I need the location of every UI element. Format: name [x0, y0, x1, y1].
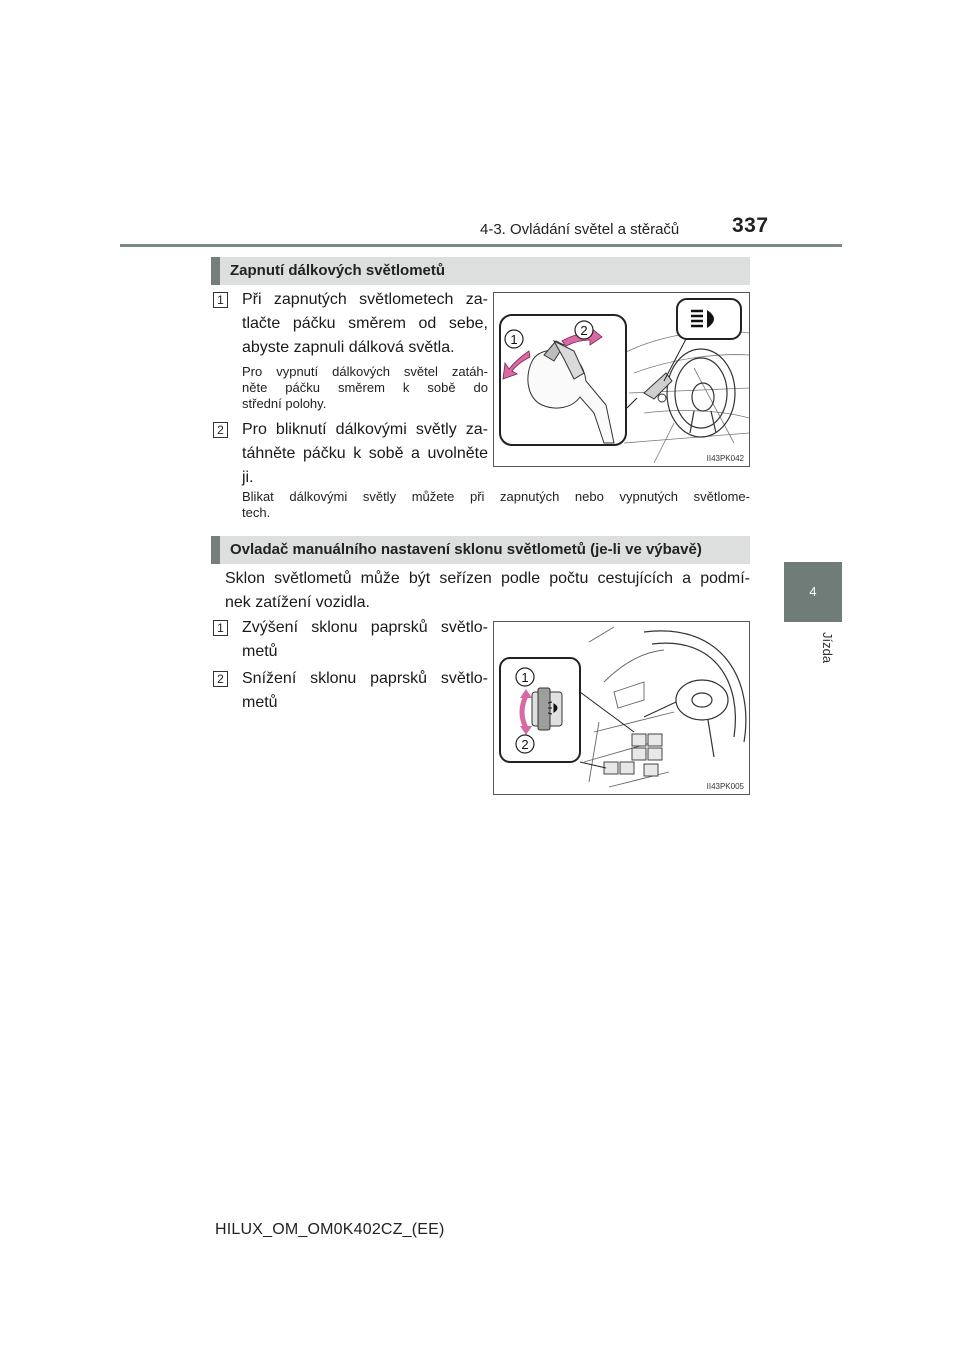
document-code: HILUX_OM_OM0K402CZ_(EE): [215, 1221, 445, 1238]
section-heading-leveling: Ovladač manuálního nastavení sklonu světlometů (je-li ve výbavě): [211, 536, 750, 564]
item-number-1: 1: [213, 292, 228, 308]
figure-2-callout-1: [516, 668, 534, 686]
figure-1-code: II43PK042: [706, 454, 744, 463]
item-number-2: 2: [213, 422, 228, 438]
item-1-note: Pro vypnutí dálkových světel zatáh- něte páčku směrem k sobě do střední polohy.: [242, 364, 488, 411]
item-1-text: Při zapnutých světlometech za- tlačte páčku směrem od sebe, abyste zapnuli dálková světla.: [242, 291, 488, 356]
figure-2-code: II43PK005: [706, 782, 744, 791]
figure-1-callout-1: [505, 330, 523, 348]
header-rule: [120, 244, 842, 247]
leveling-item-1-text: Zvýšení sklonu paprsků světlo- metů: [242, 619, 488, 660]
leveling-item-2-text: Snížení sklonu paprsků světlo- metů: [242, 670, 488, 711]
page-number: 337: [732, 214, 769, 237]
chapter-tab: 4: [784, 562, 842, 622]
leveling-dial-illustration: [494, 622, 749, 794]
chapter-label: Jízda: [820, 632, 835, 664]
figure-2-callout-2: [516, 735, 534, 753]
svg-text:2: 2: [580, 323, 588, 338]
item-2-text: Pro bliknutí dálkovými světly za- táhněte páčku k sobě a uvolněte ji.: [242, 421, 488, 486]
svg-text:1: 1: [510, 332, 518, 347]
item-number-2: 2: [213, 671, 228, 687]
svg-text:1: 1: [521, 670, 529, 685]
figure-leveling-dial: [493, 621, 750, 795]
section-2-intro: Sklon světlometů může být seřízen podle počtu cestujících a podmí- nek zatížení vozidla.: [225, 570, 750, 611]
item-number-1: 1: [213, 620, 228, 636]
svg-text:2: 2: [521, 737, 529, 752]
figure-1-callout-2: [575, 321, 593, 339]
section-heading-high-beam: Zapnutí dálkových světlometů: [211, 257, 750, 285]
section-1-note: Blikat dálkovými světly můžete při zapnutých nebo vypnutých světlome- tech.: [242, 489, 750, 520]
figure-high-beam-lever: [493, 292, 750, 467]
high-beam-lever-illustration: [494, 293, 749, 466]
running-header-section: 4-3. Ovládání světel a stěračů: [480, 221, 680, 238]
